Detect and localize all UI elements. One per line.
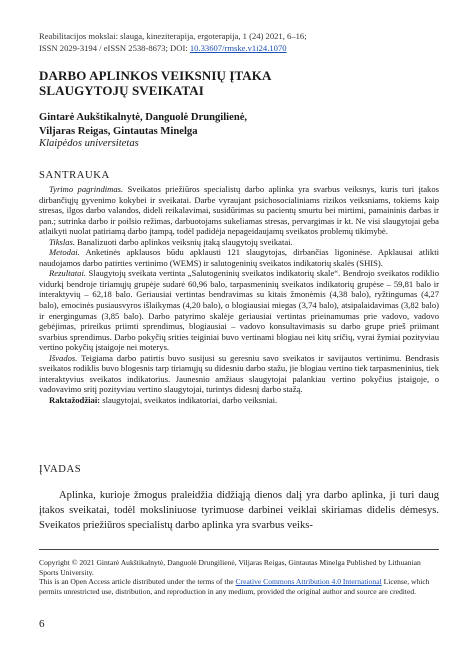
title-line-1: DARBO APLINKOS VEIKSNIŲ ĮTAKA xyxy=(39,68,272,83)
authors-line-1: Gintarė Aukštikalnytė, Danguolė Drungilienė, xyxy=(39,112,248,123)
abstract-heading: SANTRAUKA xyxy=(39,170,110,181)
abstract-paragraph xyxy=(39,184,439,237)
intro-paragraph: Aplinka, kurioje žmogus praleidžia didžiąją dienos dalį yra darbo aplinka, ji turi daug įtakos sveikatai, todėl moksliniuose tyrimuose darbinei veiklai skiriamas didelis dėmesys. Sveikatos priežiūros specialistų darbo aplinka yra svarbus veiks- xyxy=(39,490,439,532)
footnote-divider xyxy=(39,549,439,550)
copyright-line: Copyright © 2021 Gintarė Aukštikalnytė, Danguolė Drungilienė, Viljaras Reigas, Gintautas Minelga Published by Lithuanian Sports University. xyxy=(39,558,421,577)
paragraph-label: Rezultatai. xyxy=(49,268,86,279)
paragraph-text: Slaugytojų sveikata vertinta „Salutogeninių sveikatos indikatorių skale“. Bendrojo sveikatos rodiklio vidurkį bendroje tiriamųjų grupėje sudarė 60,96 balo, tarpasmeninių sveikatos indikatorių grupėse – 59,81 balo ir interaktyvių – 62,18 balo. Geriausiai vertintas bendravimas su kitais žmonėmis (4,38 balo), ryžtingumas (4,27 balo), emocinės pusiausvyros išlaikymas (4,20 balo), o blogiausiai miegas (3,74 balo), atsipalaidavimas (3,82 balo) ir energingumas (3,85 balo). Darbo patyrimo skalėje geriausiai vertintas prieinamumas prie vadovo, vadovo gebėjimas, prireikus priimti sprendimus, blogiausiai – vadovo konsultavimasis su darbo grupe prieš priimant svarbius sprendimus. Darbo pokyčių srities teiginiai buvo vertinami blogiau nei kitų sričių, vyrai žymiai pozityviau vertino pokyčių įstaigoje nei moterys. xyxy=(39,268,439,353)
article-title xyxy=(39,68,272,98)
abstract-body xyxy=(39,184,439,405)
abstract-paragraph xyxy=(39,268,439,352)
license-link[interactable]: Creative Commons Attribution 4.0 International xyxy=(235,577,382,587)
intro-heading: ĮVADAS xyxy=(39,464,82,475)
paragraph-text: Teigiama darbo patirtis buvo susijusi su geresniu savo sveikatos ir savijautos vertinimu. Bendrasis sveikatos rodiklis buvo blogesnis tarp tiriamųjų su didesniu darbo stažu, jie blogiau vertino tiek tarpasmeninius, tiek interaktyvius sveikatos indikatorius. Jaunesnio amžiaus slaugytojai palankiau vertino pokyčius įstaigoje, o vadovavimo sritį pozityviau vertino slaugytojai, turintys didesnį darbo stažą. xyxy=(39,352,439,395)
authors-line-2: Viljaras Reigas, Gintautas Minelga xyxy=(39,125,198,137)
affiliation: Klaipėdos universitetas xyxy=(39,138,139,149)
paragraph-label: Metodai. xyxy=(49,247,80,258)
paragraph-label: Tyrimo pagrindimas. xyxy=(49,184,124,194)
copyright-notice xyxy=(39,558,439,596)
license-suffix: License, which permits unrestricted use, distribution, and reproduction in any medium, provided the original author and source are credited. xyxy=(39,577,430,596)
abstract-paragraph xyxy=(39,353,439,395)
paragraph-text: Banalizuoti darbo aplinkos veiksnių įtaką slaugytojų sveikatai. xyxy=(75,236,293,247)
title-line-2: SLAUGYTOJŲ SVEIKATAI xyxy=(39,83,204,98)
doi-link[interactable]: 10.33607/rmske.v1i24.1070 xyxy=(189,43,287,54)
paragraph-label: Tikslas. xyxy=(49,236,76,247)
license-line xyxy=(39,577,439,596)
license-prefix: This is an Open Access article distributed under the terms of the xyxy=(39,577,236,587)
journal-header xyxy=(39,30,307,54)
abstract-paragraph xyxy=(39,247,439,268)
paragraph-text: Sveikatos priežiūros specialistų darbo aplinka yra svarbus veiksnys, kuris turi įtakos dirbančiųjų gyvenimo kokybei ir sveikatai. Darbe vyraujant psichosocialiniams rizikos veiksniams, tokiems kaip stresas, ilgos darbo valandos, dideli reikalavimai, susidūrimas su pacientų smurtu bei mirtimi, pamaininis darbas ir pan.; sutrinka darbo ir poilsio režimas, darbuotojams sukeliamas stresas, pervargimas ir kt. Ne visi slaugytojai geba atlaikyti nuolat patiriamą darbo įtampą, todėl padidėja nepageidaujamų sveikatos problemų tikimybė. xyxy=(39,184,439,237)
paragraph-label: Išvados. xyxy=(49,352,78,363)
issn-text: ISSN 2029-3194 / eISSN 2538-8673; DOI: xyxy=(39,43,190,54)
paragraph-text: Anketinės apklausos būdu apklausti 121 slaugytojas, dirbančias ligoninėse. Apklausai atlikti naudojamos darbo patirties vertinimo (WEMS) ir salutogeninių sveikatos indikatorių skalės (SHIS). xyxy=(39,247,439,268)
keywords-text: slaugytojai, sveikatos indikatoriai, darbo veiksniai. xyxy=(100,394,278,405)
journal-issn-line xyxy=(39,42,307,54)
intro-body xyxy=(39,488,439,534)
journal-citation: Reabilitacijos mokslai: slauga, kineziterapija, ergoterapija, 1 (24) 2021, 6–16; xyxy=(39,31,307,41)
abstract-paragraph xyxy=(39,237,439,248)
page-number: 6 xyxy=(39,618,45,630)
keywords-line xyxy=(39,395,439,406)
author-list xyxy=(39,111,247,138)
keywords-label: Raktažodžiai: xyxy=(49,394,101,405)
